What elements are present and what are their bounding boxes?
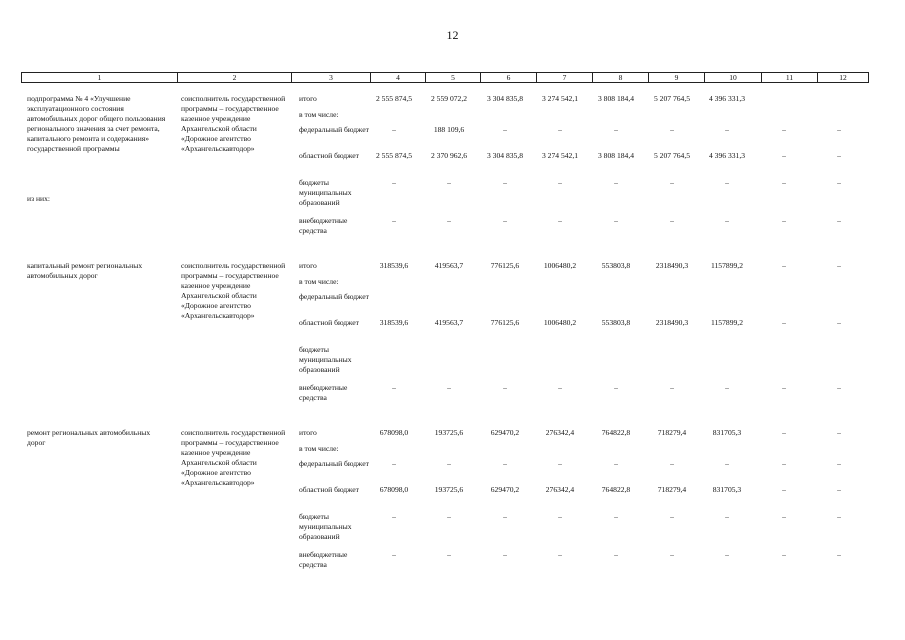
column-number-header [21, 72, 869, 83]
cell-col-4: 2 555 874,5 [375, 94, 413, 103]
cell-col-12: – [837, 428, 841, 437]
cell-col-8: – [614, 512, 618, 521]
cell-col-4: 678098,0 [379, 485, 409, 494]
cell-col-5: 419563,7 [434, 261, 464, 270]
row-label: внебюджетные средства [299, 383, 348, 402]
cell-col-8: 3 808 184,4 [597, 151, 635, 160]
header-col-12: 12 [818, 73, 869, 83]
cell-col-6: – [503, 125, 507, 134]
cell-col-7: 1006480,2 [543, 318, 577, 327]
cell-col-5: – [447, 512, 451, 521]
row-label: внебюджетные средства [299, 216, 348, 235]
cell-col-8: – [614, 125, 618, 134]
row-total [21, 428, 869, 438]
cell-col-11: – [782, 216, 786, 225]
cell-col-6: 776125,6 [490, 261, 520, 270]
cell-col-8: – [614, 383, 618, 392]
header-col-8: 8 [593, 73, 649, 83]
cell-col-10: 1157899,2 [711, 261, 743, 270]
cell-col-6: 3 304 835,8 [486, 94, 524, 103]
row-label: бюджеты муниципальных образований [299, 178, 352, 207]
cell-col-10: – [725, 383, 729, 392]
cell-col-9: – [670, 550, 674, 559]
row-municipal [21, 345, 869, 374]
cell-col-8: 764822,8 [601, 428, 631, 437]
cell-col-8: 553803,8 [601, 261, 631, 270]
cell-col-12: – [837, 550, 841, 559]
row-federal [21, 459, 869, 469]
cell-col-5: 2 559 072,2 [430, 94, 468, 103]
cell-col-6: – [503, 459, 507, 468]
cell-col-6: 3 304 835,8 [486, 151, 524, 160]
row-regional [21, 485, 869, 495]
header-col-3: 3 [292, 73, 371, 83]
cell-col-4: – [392, 216, 396, 225]
cell-col-9: – [670, 178, 674, 187]
row-federal [21, 292, 869, 302]
row-federal [21, 125, 869, 135]
cell-col-10: – [725, 125, 729, 134]
cell-col-5: – [447, 550, 451, 559]
cell-col-11: – [782, 151, 786, 160]
cell-col-6: – [503, 383, 507, 392]
cell-col-9: 718279,4 [657, 485, 687, 494]
cell-col-8: – [614, 216, 618, 225]
cell-col-11: – [782, 512, 786, 521]
subprogram-extra: из них: [27, 194, 50, 203]
header-col-2: 2 [178, 73, 292, 83]
cell-col-9: 2318490,3 [655, 261, 689, 270]
row-label: федеральный бюджет [299, 459, 369, 468]
cell-col-4: 318539,6 [379, 261, 409, 270]
cell-col-12: – [837, 485, 841, 494]
cell-col-11: – [782, 125, 786, 134]
cell-col-12: – [837, 261, 841, 270]
row-label: областной бюджет [299, 485, 359, 494]
cell-col-11: – [782, 485, 786, 494]
cell-col-4: – [392, 125, 396, 134]
header-col-11: 11 [762, 73, 818, 83]
row-label: итого [299, 261, 317, 270]
row-including [21, 444, 869, 454]
cell-col-9: 5 207 764,5 [653, 151, 691, 160]
cell-col-11: – [782, 428, 786, 437]
cell-col-10: 831705,3 [712, 485, 742, 494]
cell-col-10: 831705,3 [712, 428, 742, 437]
cell-col-7: – [558, 550, 562, 559]
cell-col-5: 188 109,6 [433, 125, 465, 134]
header-col-1: 1 [22, 73, 178, 83]
cell-col-9: – [670, 125, 674, 134]
row-label: итого [299, 94, 317, 103]
row-label: федеральный бюджет [299, 125, 369, 134]
cell-col-12: – [837, 383, 841, 392]
cell-col-5: 2 370 962,6 [430, 151, 468, 160]
cell-col-7: 3 274 542,1 [541, 94, 579, 103]
cell-col-6: 629470,2 [490, 485, 520, 494]
cell-col-12: – [837, 151, 841, 160]
cell-col-7: – [558, 459, 562, 468]
cell-col-10: 4 396 331,3 [708, 94, 746, 103]
cell-col-8: – [614, 550, 618, 559]
row-label: бюджеты муниципальных образований [299, 345, 352, 374]
cell-col-8: 553803,8 [601, 318, 631, 327]
cell-col-10: – [725, 550, 729, 559]
cell-col-9: – [670, 459, 674, 468]
row-regional [21, 151, 869, 161]
cell-col-12: – [837, 459, 841, 468]
executor: соисполнитель государственной программы – государственное казенное учреждение Архангельской области «Дорожное агентство «Архангельскавтодор» [181, 261, 286, 320]
cell-col-11: – [782, 550, 786, 559]
cell-col-10: 4 396 331,3 [708, 151, 746, 160]
cell-col-12: – [837, 318, 841, 327]
cell-col-4: – [392, 383, 396, 392]
executor: соисполнитель государственной программы – государственное казенное учреждение Архангельской области «Дорожное агентство «Архангельскавтодор» [181, 94, 286, 153]
cell-col-6: 776125,6 [490, 318, 520, 327]
cell-col-6: 629470,2 [490, 428, 520, 437]
subprogram-title: подпрограмма № 4 «Улучшение эксплуатационного состояния автомобильных дорог общего пользования регионального значения за счет ремонта, капитального ремонта и содержания» государственной программы [27, 94, 166, 153]
cell-col-4: – [392, 459, 396, 468]
cell-col-9: 2318490,3 [655, 318, 689, 327]
cell-col-7: – [558, 512, 562, 521]
cell-col-12: – [837, 178, 841, 187]
cell-col-10: – [725, 459, 729, 468]
row-label: федеральный бюджет [299, 292, 369, 301]
cell-col-5: 193725,6 [434, 428, 464, 437]
row-total [21, 261, 869, 271]
cell-col-4: – [392, 550, 396, 559]
cell-col-7: – [558, 178, 562, 187]
header-col-4: 4 [371, 73, 426, 83]
page-number: 12 [446, 28, 459, 42]
cell-col-6: – [503, 512, 507, 521]
cell-col-9: – [670, 512, 674, 521]
cell-col-10: – [725, 178, 729, 187]
cell-col-6: – [503, 216, 507, 225]
row-extrabudgetary [21, 216, 869, 235]
row-label: итого [299, 428, 317, 437]
cell-col-5: 419563,7 [434, 318, 464, 327]
cell-col-11: – [782, 178, 786, 187]
header-col-7: 7 [537, 73, 593, 83]
cell-col-8: – [614, 459, 618, 468]
cell-col-5: – [447, 216, 451, 225]
row-label: бюджеты муниципальных образований [299, 512, 352, 541]
header-col-6: 6 [481, 73, 537, 83]
cell-col-9: – [670, 383, 674, 392]
cell-col-8: 3 808 184,4 [597, 94, 635, 103]
activity-title: ремонт региональных автомобильных дорог [27, 428, 151, 447]
header-col-5: 5 [426, 73, 481, 83]
cell-col-7: 276342,4 [545, 428, 575, 437]
cell-col-5: – [447, 459, 451, 468]
cell-col-11: – [782, 459, 786, 468]
cell-col-7: 1006480,2 [543, 261, 577, 270]
cell-col-4: – [392, 512, 396, 521]
header-col-10: 10 [705, 73, 762, 83]
cell-col-9: – [670, 216, 674, 225]
executor: соисполнитель государственной программы – государственное казенное учреждение Архангельской области «Дорожное агентство «Архангельскавтодор» [181, 428, 286, 487]
cell-col-11: – [782, 318, 786, 327]
cell-col-9: 718279,4 [657, 428, 687, 437]
cell-col-4: 318539,6 [379, 318, 409, 327]
cell-col-7: 3 274 542,1 [541, 151, 579, 160]
row-label: в том числе: [299, 110, 339, 119]
cell-col-8: – [614, 178, 618, 187]
cell-col-9: 5 207 764,5 [653, 94, 691, 103]
row-label: в том числе: [299, 277, 339, 286]
row-total [21, 94, 869, 104]
cell-col-5: – [447, 383, 451, 392]
cell-col-6: – [503, 550, 507, 559]
cell-col-12: – [837, 512, 841, 521]
row-including [21, 277, 869, 287]
cell-col-12: – [837, 125, 841, 134]
cell-col-7: 276342,4 [545, 485, 575, 494]
row-regional [21, 318, 869, 328]
cell-col-7: – [558, 216, 562, 225]
cell-col-4: 2 555 874,5 [375, 151, 413, 160]
cell-col-6: – [503, 178, 507, 187]
cell-col-12: – [837, 216, 841, 225]
row-extrabudgetary [21, 550, 869, 569]
row-label: областной бюджет [299, 318, 359, 327]
cell-col-7: – [558, 383, 562, 392]
cell-col-11: – [782, 383, 786, 392]
cell-col-11: – [782, 261, 786, 270]
row-extrabudgetary [21, 383, 869, 402]
cell-col-5: 193725,6 [434, 485, 464, 494]
cell-col-10: – [725, 216, 729, 225]
cell-col-10: 1157899,2 [711, 318, 743, 327]
cell-col-7: – [558, 125, 562, 134]
cell-col-10: – [725, 512, 729, 521]
cell-col-8: 764822,8 [601, 485, 631, 494]
header-col-9: 9 [649, 73, 705, 83]
row-municipal [21, 512, 869, 541]
row-including [21, 110, 869, 120]
cell-col-5: – [447, 178, 451, 187]
row-label: внебюджетные средства [299, 550, 348, 569]
row-label: областной бюджет [299, 151, 359, 160]
row-label: в том числе: [299, 444, 339, 453]
activity-title: капитальный ремонт региональных автомобильных дорог [27, 261, 143, 280]
cell-col-4: – [392, 178, 396, 187]
cell-col-4: 678098,0 [379, 428, 409, 437]
